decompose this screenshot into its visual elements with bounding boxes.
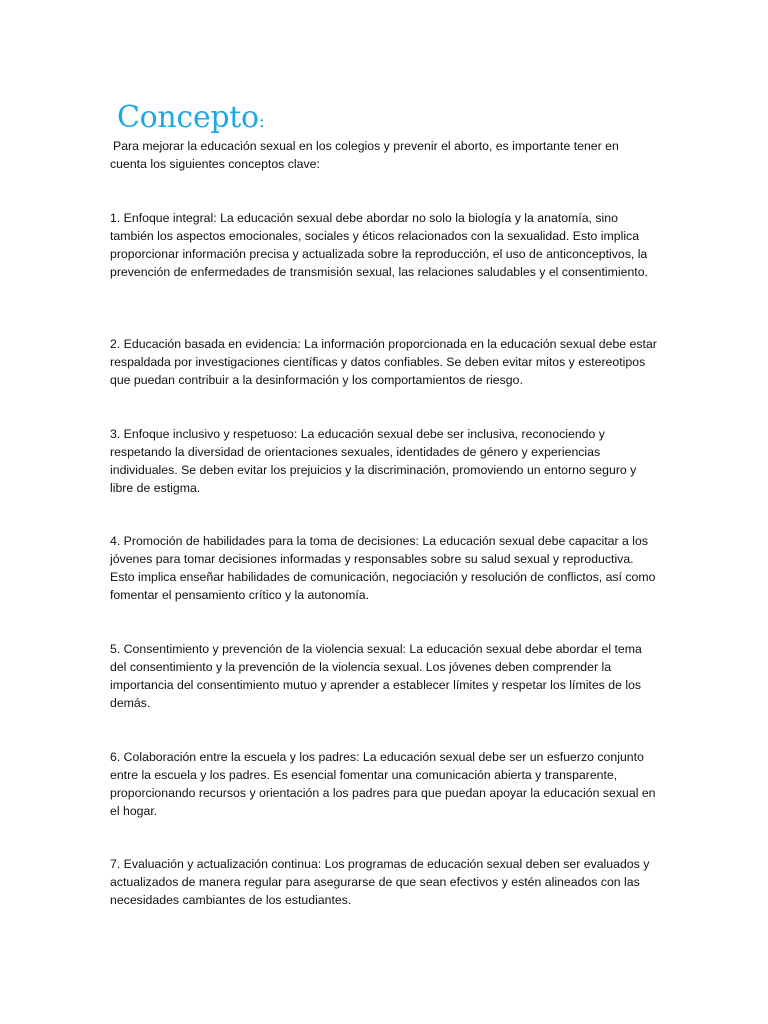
concept-paragraph-1: 1. Enfoque integral: La educación sexual debe abordar no solo la biología y la anatomía, sino también los aspectos emocionales, sociales y éticos relacionados con la sexualidad. Esto implica proporcionar información precisa y actualizada sobre la reproducción, el uso de anticonceptivos, la prevención de enfermedades de transmisión sexual, las relaciones saludables y el consentimiento. (110, 211, 648, 279)
concept-paragraph-6: 6. Colaboración entre la escuela y los padres: La educación sexual debe ser un esfuerzo conjunto entre la escuela y los padres. Es esencial fomentar una comunicación abierta y transparente, proporcionando recursos y orientación a los padres para que puedan apoyar la educación sexual en el hogar. (110, 750, 656, 818)
title-colon: : (258, 111, 265, 132)
concept-paragraph-4: 4. Promoción de habilidades para la toma de decisiones: La educación sexual debe capacitar a los jóvenes para tomar decisiones informadas y responsables sobre su salud sexual y reproductiva. Esto implica enseñar habilidades de comunicación, negociación y resolución de conflictos, así como fomentar el pensamiento crítico y la autonomía. (110, 534, 656, 602)
page-title (117, 99, 265, 141)
title-text: Concepto (117, 100, 259, 135)
concept-paragraph-3: 3. Enfoque inclusivo y respetuoso: La educación sexual debe ser inclusiva, reconociendo y respetando la diversidad de orientaciones sexuales, identidades de género y experiencias individuales. Se deben evitar los prejuicios y la discriminación, promoviendo un entorno seguro y libre de estigma. (110, 427, 637, 495)
concept-paragraph-5: 5. Consentimiento y prevención de la violencia sexual: La educación sexual debe abordar el tema del consentimiento y la prevención de la violencia sexual. Los jóvenes deben comprender la importancia del consentimiento mutuo y aprender a establecer límites y respetar los límites de los demás. (110, 642, 642, 710)
concept-paragraph-2: 2. Educación basada en evidencia: La información proporcionada en la educación sexual debe estar respaldada por investigaciones científicas y datos confiables. Se deben evitar mitos y estereotipos que puedan contribuir a la desinformación y los comportamientos de riesgo. (110, 337, 657, 387)
intro-paragraph: Para mejorar la educación sexual en los colegios y prevenir el aborto, es importante tener en cuenta los siguientes conceptos clave: (110, 139, 619, 171)
concept-paragraph-7: 7. Evaluación y actualización continua: Los programas de educación sexual deben ser evaluados y actualizados de manera regular para asegurarse de que sean efectivos y estén alineados con las necesidades cambiantes de los estudiantes. (110, 857, 650, 907)
